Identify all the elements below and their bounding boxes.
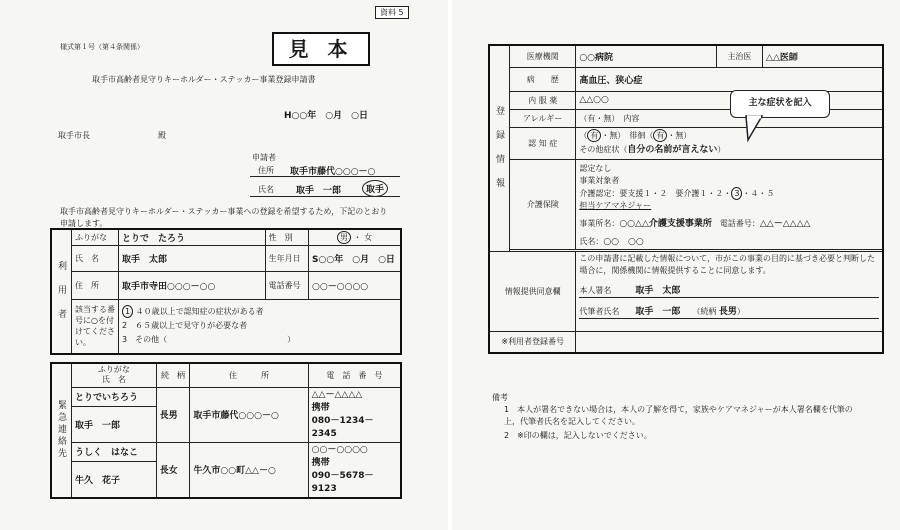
- shiryo-label: 資料 5: [375, 6, 409, 19]
- mayor-label: 取手市長: [58, 131, 90, 140]
- form-number: 様式第１号（第４条関係）: [60, 43, 144, 51]
- emergency-section-label: 緊急連絡先: [51, 363, 72, 498]
- applicant-name-label: 氏名: [258, 185, 274, 194]
- applicant-address-value: 取手市藤代○○○－○: [290, 167, 376, 177]
- form-page-front: [0, 0, 448, 530]
- ec-head-name: ふりがな 氏 名: [72, 363, 157, 387]
- consent-label: 情報提供同意欄: [489, 251, 576, 331]
- applicant-name-value: 取手 一郎: [296, 186, 342, 196]
- reg-no-label: ※利用者登録番号: [489, 331, 576, 353]
- gender-male-circled: 男: [337, 231, 351, 244]
- proxy-value: 取手 一郎: [635, 306, 681, 317]
- dementia-other-value: 自分の名前が言えない: [627, 145, 718, 155]
- ec1-address: 取手市藤代○○○－○: [190, 387, 308, 442]
- birth-value: S○○年 ○月 ○日: [309, 246, 401, 272]
- note-1: 1 本人が署名できない場合は，本人の了解を得て，家族やケアマネジャーが本人署名欄を代筆の上，代筆者氏名を記入してください。: [504, 405, 853, 426]
- ec-head-rel: 続 柄: [156, 363, 190, 387]
- allergy-value: （有・無） 内容: [576, 109, 883, 127]
- consent-text: この申請書に記載した情報について，市がこの事業の目的に基づき必要と判断した場合に，関係機関に情報提供することに同意します。: [579, 253, 876, 275]
- phone-value: ○○－○○○○: [309, 272, 401, 300]
- sample-stamp: 見 本: [272, 32, 370, 66]
- intro-text: 取手市高齢者見守りキーホルダー・ステッカー事業への登録を希望するため，下記のとおり申請します。: [60, 207, 388, 228]
- doctor-value: △△医師: [763, 45, 883, 67]
- name-underline: [250, 196, 400, 197]
- history-value: 高血圧、狭心症: [576, 67, 883, 91]
- ec1-furigana: とりでいちろう: [72, 387, 157, 406]
- proxy-rel-value: 長男: [718, 306, 737, 317]
- ec2-relation: 長女: [156, 442, 190, 498]
- furigana-value: とりで たろう: [119, 229, 266, 246]
- juusho-label: 住 所: [72, 272, 119, 300]
- ec-head-tel: 電 話 番 号: [308, 363, 401, 387]
- med-value: △△○○: [576, 91, 883, 109]
- care-value: 認定なし 事業対象者 介護認定：要支援１・２ 要介護１・２・ 3 ・４・５ 担当ケアマネジャー 事業所名：○○△△介護支援事業所 電話番号：△△－△△△△ 氏名：○○ ○○: [576, 159, 883, 249]
- opt2-text: 2 ６５歳以上で見守りが必要な者: [122, 321, 248, 331]
- hospital-label: 医療機関: [510, 45, 576, 67]
- reg-no-value: [576, 331, 883, 353]
- care-level-circled: 3: [731, 187, 742, 200]
- ec2-furigana: うしく はなこ: [72, 442, 157, 461]
- user-section-label: 利 用 者: [51, 229, 72, 354]
- ec1-relation: 長男: [156, 387, 190, 442]
- history-label: 病 歴: [510, 67, 576, 91]
- application-date: H○○年 ○月 ○日: [284, 111, 368, 121]
- opt3-text: 3 その他（ ）: [122, 335, 296, 345]
- gender-label: 性 別: [265, 229, 308, 246]
- opt1-text: ４０歳以上で認知症の症状がある者: [135, 307, 264, 317]
- gender-options: 男 ・ 女: [309, 229, 401, 246]
- care-manager-label: 担当ケアマネジャー: [579, 200, 652, 210]
- shimei-value: 取手 太郎: [119, 246, 266, 272]
- dementia-label: 認 知 症: [510, 127, 576, 159]
- allergy-label: アレルギー: [510, 109, 576, 127]
- furigana-label: ふりがな: [72, 229, 119, 246]
- ec1-phone: △△－△△△△ 携帯 080－1234－2345: [308, 387, 401, 442]
- ec2-phone: ○○－○○○○ 携帯 090－5678－9123: [308, 442, 401, 498]
- applicant-address-label: 住所: [258, 166, 274, 175]
- office-value: ○○△△介護支援事業所: [619, 218, 712, 229]
- reg-section-label: 登 録 情 報: [489, 45, 510, 251]
- hospital-value: ○○病院: [576, 45, 717, 67]
- user-table: [50, 228, 402, 355]
- emergency-table: [50, 362, 402, 499]
- dono-label: 殿: [158, 131, 166, 140]
- applicable-options: [119, 300, 401, 354]
- med-label: 内 服 薬: [510, 91, 576, 109]
- form-title: 取手市高齢者見守りキーホルダー・ステッカー事業登録申請書: [92, 75, 316, 84]
- shimei-label: 氏 名: [72, 246, 119, 272]
- ec-head-addr: 住 所: [190, 363, 308, 387]
- form-page-back: [452, 0, 900, 530]
- ec2-name: 牛久 花子: [72, 461, 157, 497]
- applicable-label: 該当する番号に○を付けてください。: [72, 300, 119, 354]
- applicant-label: 申請者: [252, 153, 276, 162]
- notes-title: 備考: [492, 393, 508, 402]
- ec1-name: 取手 一郎: [72, 406, 157, 442]
- care-label: 介護保険: [510, 159, 576, 249]
- symptom-callout: 主な症状を記入: [730, 90, 830, 118]
- ec2-address: 牛久市○○町△△－○: [190, 442, 308, 498]
- address-underline: [250, 176, 400, 177]
- dementia-value: （ 有 ・無） 徘徊（ 有 ・無） その他症状（自分の名前が言えない）: [576, 127, 883, 159]
- birth-label: 生年月日: [265, 246, 308, 272]
- applicant-seal: 取手: [362, 180, 388, 197]
- callout-pointer: [742, 114, 772, 144]
- note-2: 2 ※印の欄は，記入しないでください。: [504, 431, 652, 440]
- doctor-label: 主治医: [716, 45, 762, 67]
- opt1-number-circled: 1: [122, 305, 133, 318]
- office-tel-value: △△－△△△△: [759, 218, 811, 229]
- cm-name-value: ○○ ○○: [603, 236, 644, 247]
- gender-female: 女: [364, 233, 373, 242]
- self-sign-value: 取手 太郎: [635, 285, 681, 296]
- juusho-value: 取手市寺田○○○－○○: [119, 272, 266, 300]
- phone-label: 電話番号: [265, 272, 308, 300]
- consent-cell: この申請書に記載した情報について，市がこの事業の目的に基づき必要と判断した場合に，関係機関に情報提供することに同意します。 本人署名 取手 太郎 代筆者氏名 取手 一郎 （続柄 長男）: [576, 251, 883, 331]
